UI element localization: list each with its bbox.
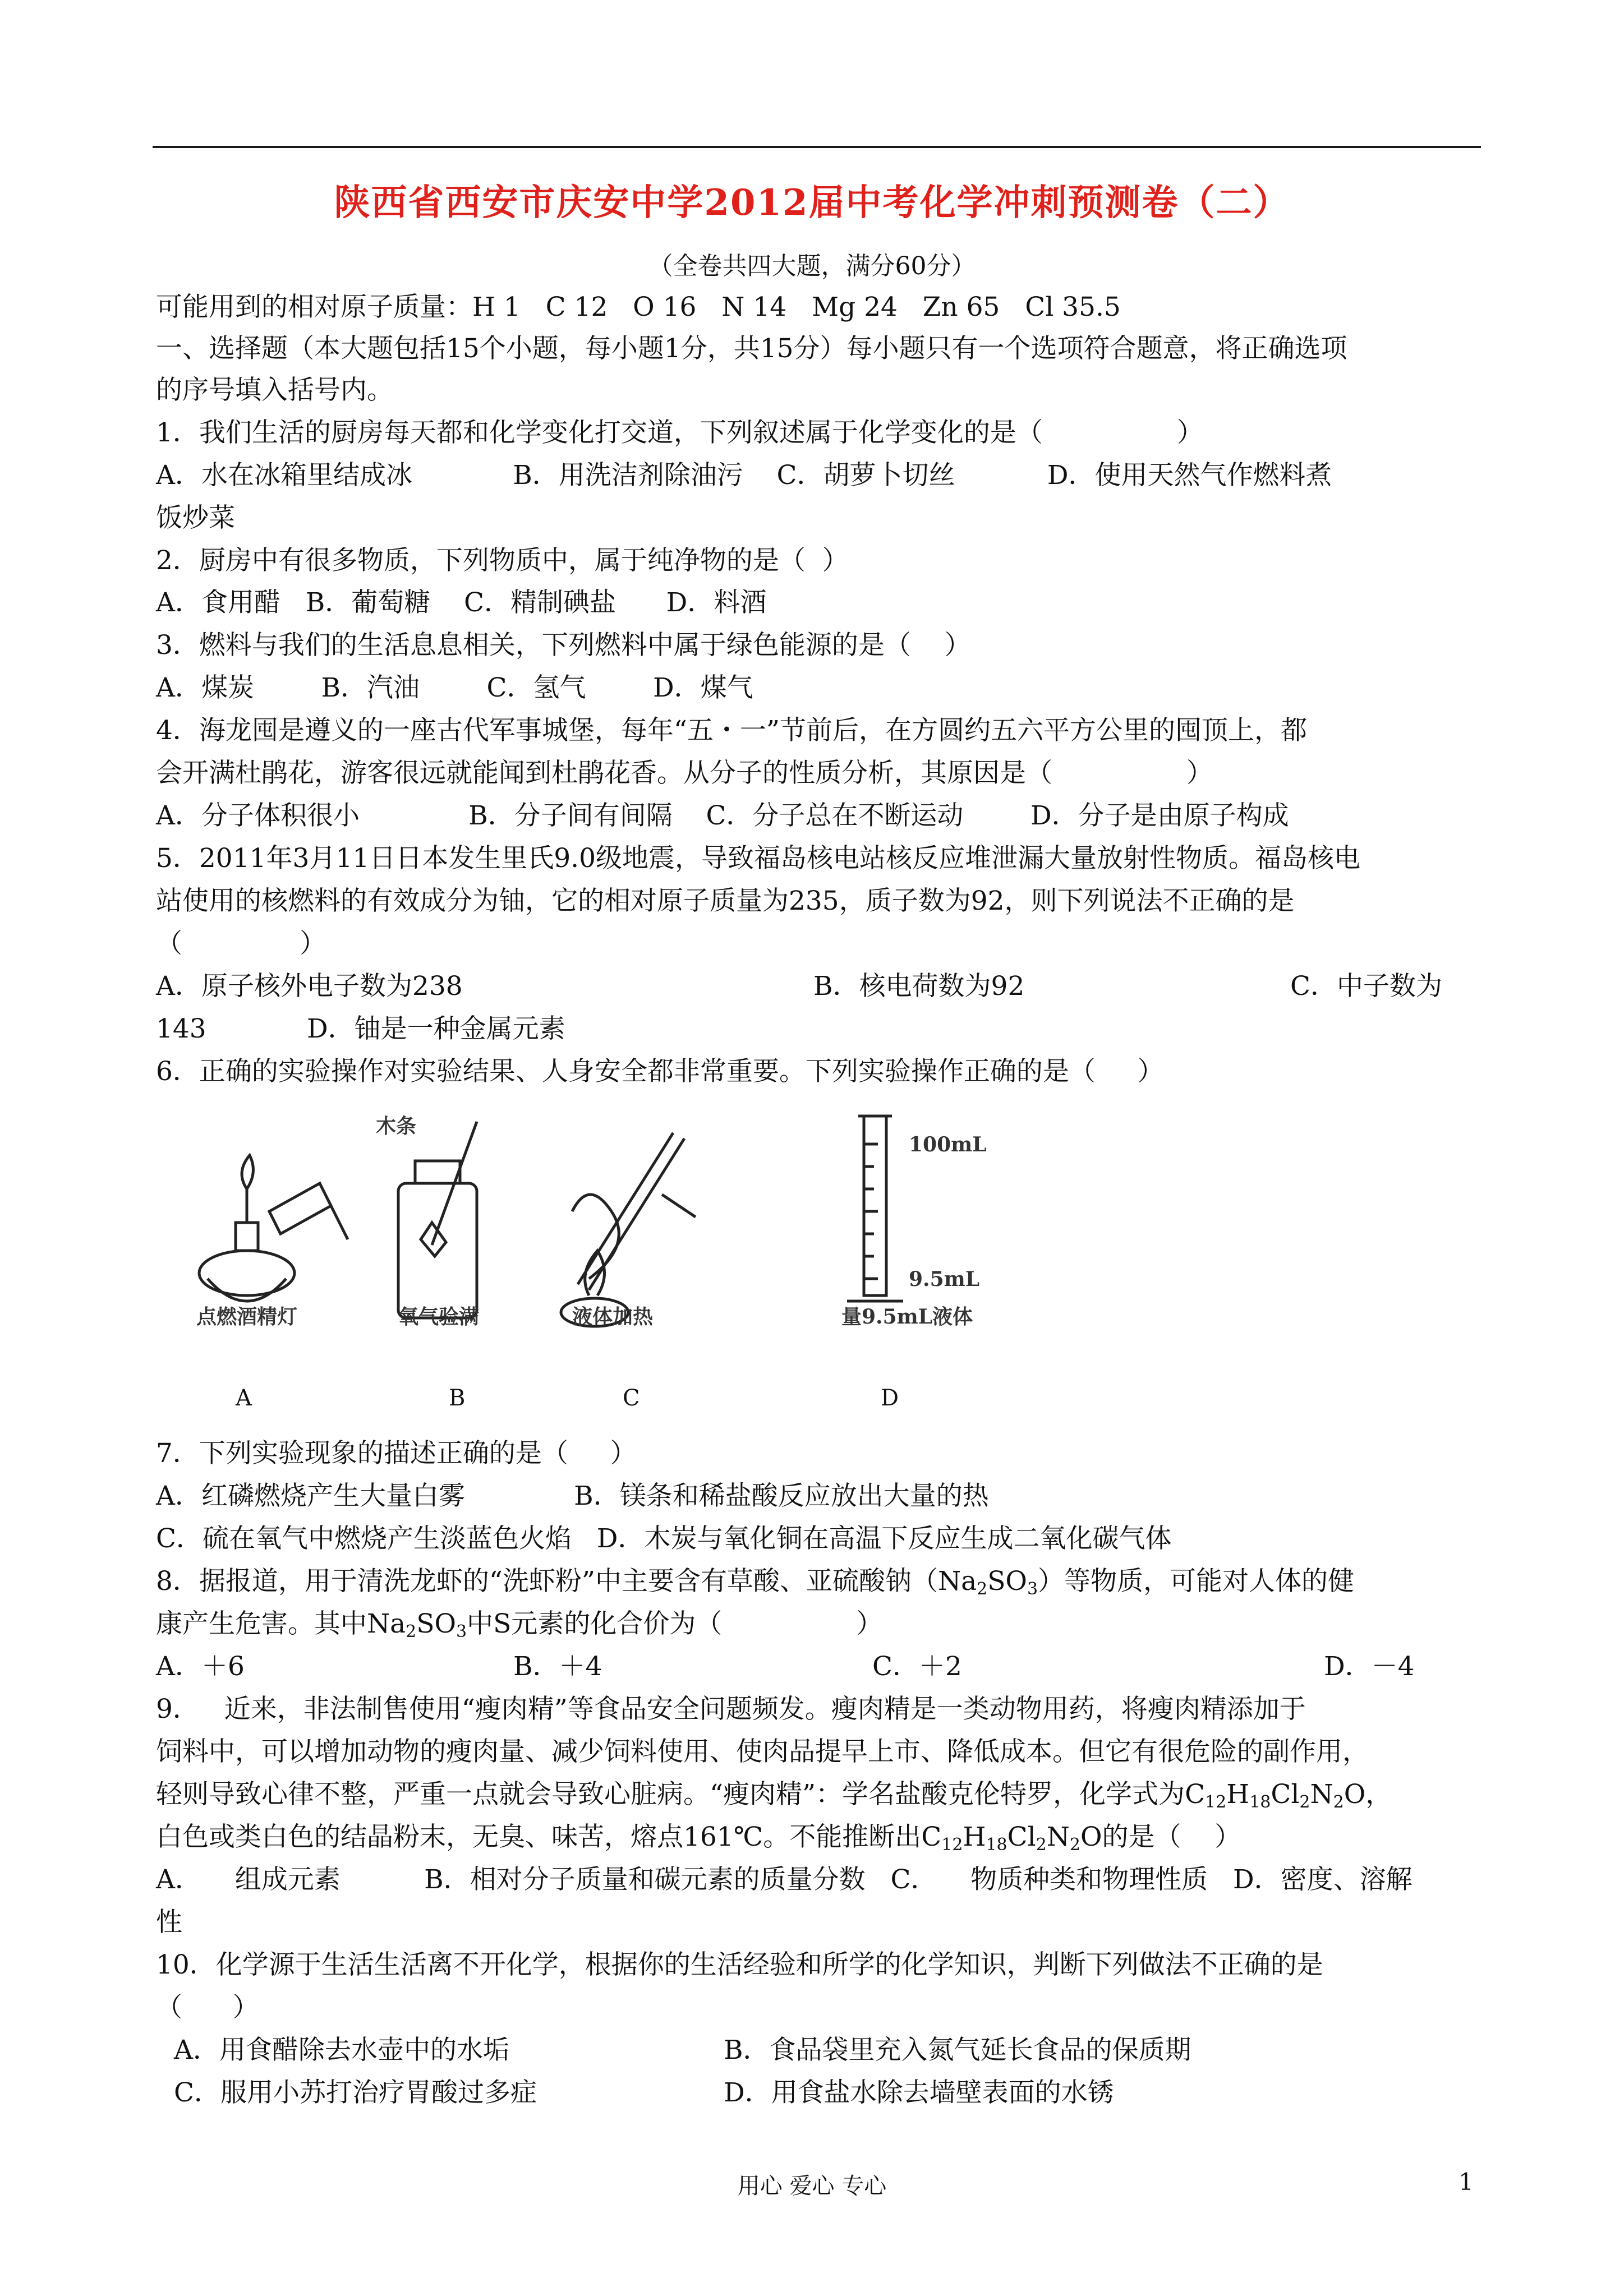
label-d: D bbox=[881, 1385, 899, 1411]
q8-line1: 8．据报道，用于清洗龙虾的“洗虾粉”中主要含有草酸、亚硫酸钠$(Na_2SO_3)$等物质，可能对人体的健 bbox=[156, 1566, 1355, 1599]
q8-option-a: A．＋6 bbox=[156, 1651, 245, 1682]
q10-option-a: A．用食醋除去水壶中的水垢 bbox=[174, 2035, 509, 2066]
q10-option-d: D．用食盐水除去墙壁表面的水锈 bbox=[724, 2077, 1114, 2108]
q9-options: A． 组成元素 B．相对分子质量和碳元素的质量分数 C． 物质种类和物理性质 D．密度、溶解 bbox=[156, 1864, 1413, 1895]
caption-c: 液体加热 bbox=[572, 1305, 654, 1329]
q1-stem: 1．我们生活的厨房每天都和化学变化打交道，下列叙述属于化学变化的是（ ） bbox=[156, 417, 1203, 448]
cylinder-100ml-label: 100mL bbox=[909, 1133, 987, 1156]
q7-options-2: C．硫在氧气中燃烧产生淡蓝色火焰 D．木炭与氧化铜在高温下反应生成二氧化碳气体 bbox=[156, 1523, 1172, 1554]
q5-line1: 5．2011年3月11日日本发生里氏9.0级地震，导致福岛核电站核反应堆泄漏大量放射性物质。福岛核电 bbox=[156, 843, 1360, 874]
cylinder-9-5ml-label: 9.5mL bbox=[909, 1267, 980, 1291]
q9-line3: 轻则导致心律不整，严重一点就会导致心脏病。“瘦肉精”：学名盐酸克伦特罗，化学式为$C_{12}H_{18}Cl_2N_2O$， bbox=[156, 1779, 1392, 1812]
atomic-masses: 可能用到的相对原子质量：H 1 C 12 O 16 N 14 Mg 24 Zn 65 Cl 35.5 bbox=[156, 292, 1121, 322]
q8-option-b: B．＋4 bbox=[513, 1651, 602, 1682]
page-footer: 用心 爱心 专心 bbox=[737, 2173, 887, 2199]
q10-line1: 10．化学源于生活生活离不开化学，根据你的生活经验和所学的化学知识，判断下列做法不正确的是 bbox=[156, 1949, 1323, 1980]
header-rule bbox=[153, 146, 1481, 148]
q2-options: A．食用醋 B．葡萄糖 C．精制碘盐 D．料酒 bbox=[156, 587, 767, 618]
caption-b: 氧气验满 bbox=[398, 1305, 480, 1329]
alcohol-lamp-drawing bbox=[199, 1155, 348, 1301]
graduated-cylinder-drawing bbox=[847, 1116, 903, 1301]
q8-option-d: D．－4 bbox=[1324, 1651, 1415, 1682]
q6-apparatus-figure bbox=[185, 1110, 1139, 1430]
liquid-heating-drawing bbox=[561, 1133, 696, 1326]
q4-line2: 会开满杜鹃花，游客很远就能闻到杜鹃花香。从分子的性质分析，其原因是（ ） bbox=[156, 758, 1213, 789]
apparatus-drawings bbox=[185, 1110, 1139, 1335]
q8-line2: 康产生危害。其中$Na_2SO_3$中S元素的化合价为（ ） bbox=[156, 1608, 883, 1642]
page-number: 1 bbox=[1459, 2168, 1474, 2196]
q3-options: A．煤炭 B．汽油 C．氢气 D．煤气 bbox=[156, 672, 753, 703]
q4-line1: 4．海龙囤是遵义的一座古代军事城堡，每年“五・一”节前后，在方圆约五六平方公里的囤顶上，都 bbox=[156, 715, 1307, 746]
q10-option-c: C．服用小苏打治疗胃酸过多症 bbox=[174, 2077, 537, 2108]
label-a: A bbox=[236, 1385, 252, 1411]
q10-line2: （ ） bbox=[156, 1992, 259, 2023]
section-heading-line2: 的序号填入括号内。 bbox=[156, 375, 393, 405]
label-c: C bbox=[623, 1385, 640, 1411]
caption-d: 量9.5mL液体 bbox=[841, 1305, 973, 1329]
q9-line4: 白色或类白色的结晶粉末，无臭、味苦，熔点161℃。不能推断出$C_{12}H_{18}Cl_2N_2O$的是（ ） bbox=[156, 1822, 1241, 1855]
q1-options: A．水在冰箱里结成冰 B．用洗洁剂除油污 C．胡萝卜切丝 D．使用天然气作燃料煮 bbox=[156, 460, 1332, 491]
q3-stem: 3．燃料与我们的生活息息相关，下列燃料中属于绿色能源的是（ ） bbox=[156, 630, 971, 661]
gas-jar-drawing bbox=[398, 1122, 477, 1318]
q9-line2: 饲料中，可以增加动物的瘦肉量、减少饲料使用、使肉品提早上市、降低成本。但它有很危险的副作用， bbox=[156, 1736, 1369, 1767]
q6-stem: 6．正确的实验操作对实验结果、人身安全都非常重要。下列实验操作正确的是（ ） bbox=[156, 1056, 1164, 1087]
q5-option-a: A．原子核外电子数为238 bbox=[156, 971, 463, 1002]
q5-options-cont: 143 D．铀是一种金属元素 bbox=[156, 1013, 565, 1044]
caption-a: 点燃酒精灯 bbox=[196, 1305, 298, 1329]
q5-option-c: C．中子数为 bbox=[1290, 971, 1442, 1002]
label-b: B bbox=[449, 1385, 466, 1411]
q5-line2: 站使用的核燃料的有效成分为铀，它的相对原子质量为235，质子数为92，则下列说法不正确的是 bbox=[156, 886, 1295, 916]
q5-line3: （ ） bbox=[156, 928, 326, 959]
q9-options-cont: 性 bbox=[156, 1907, 182, 1938]
q7-stem: 7．下列实验现象的描述正确的是（ ） bbox=[156, 1438, 637, 1469]
page-subtitle: （全卷共四大题，满分60分） bbox=[648, 252, 976, 280]
q5-option-b: B．核电荷数为92 bbox=[813, 971, 1025, 1002]
page-title: 陕西省西安市庆安中学2012届中考化学冲刺预测卷（二） bbox=[334, 182, 1290, 224]
q9-line1: 9． 近来，非法制售使用“瘦肉精”等食品安全问题频发。瘦肉精是一类动物用药，将瘦肉精添加于 bbox=[156, 1694, 1306, 1725]
section-heading-line1: 一、选择题（本大题包括15个小题，每小题1分，共15分）每小题只有一个选项符合题意，将正确选项 bbox=[156, 333, 1347, 364]
wood-stick-label: 木条 bbox=[376, 1114, 417, 1138]
q1-options-cont: 饭炒菜 bbox=[156, 502, 235, 533]
q4-options: A．分子体积很小 B．分子间有间隔 C．分子总在不断运动 D．分子是由原子构成 bbox=[156, 800, 1289, 831]
q7-options-1: A．红磷燃烧产生大量白雾 B．镁条和稀盐酸反应放出大量的热 bbox=[156, 1481, 989, 1511]
q2-stem: 2．厨房中有很多物质，下列物质中，属于纯净物的是（ ） bbox=[156, 545, 849, 576]
q10-option-b: B．食品袋里充入氮气延长食品的保质期 bbox=[724, 2035, 1191, 2066]
q8-option-c: C．＋2 bbox=[872, 1651, 962, 1682]
